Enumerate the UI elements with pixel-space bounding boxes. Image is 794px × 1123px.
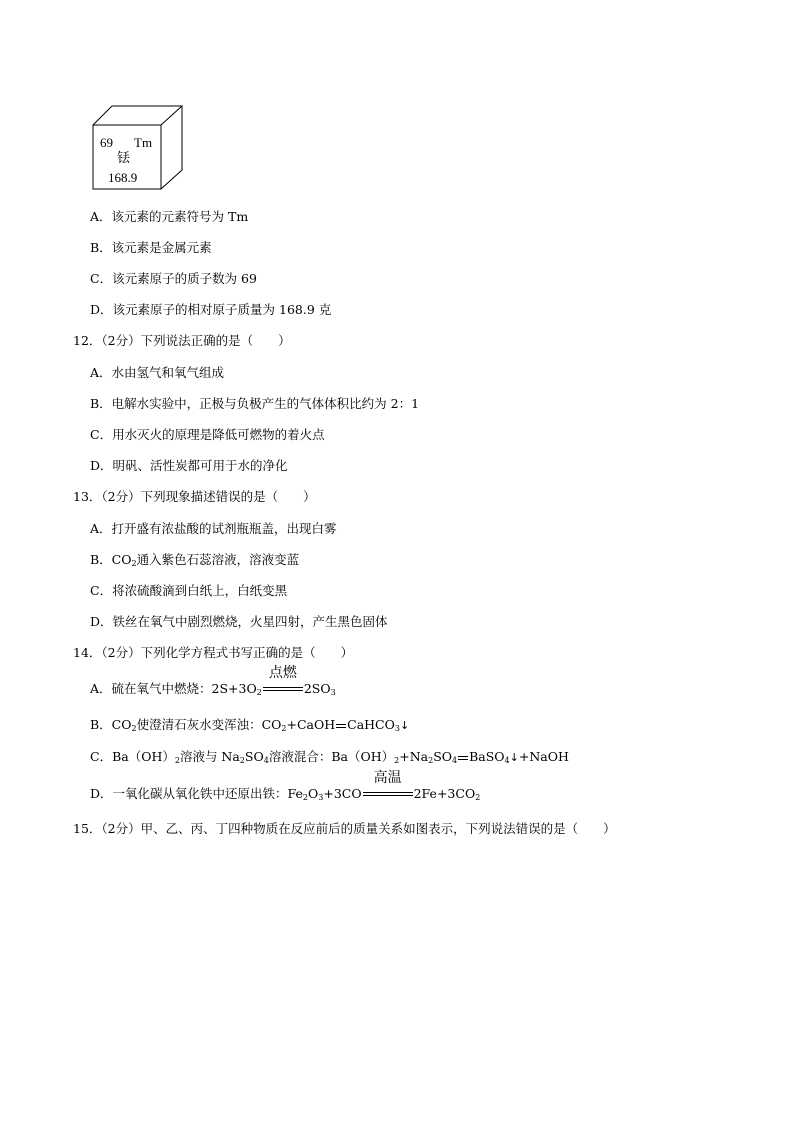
q14-a-condition-arrow	[263, 665, 303, 697]
q12-option-c: C．用水灭火的原理是降低可燃物的着火点	[90, 427, 325, 442]
q14-c-part8: +NaOH	[518, 749, 569, 764]
element-card	[92, 105, 184, 191]
q14-option-b	[90, 717, 409, 734]
q14-c-part2-sub: 2	[239, 756, 245, 765]
q14-c-part3-sub: 4	[263, 756, 269, 765]
q13-option-c: C．将浓硫酸滴到白纸上，白纸变黑	[90, 583, 288, 598]
q14-c-part3: SO	[244, 749, 264, 764]
q14-a-lhs-sub: 2	[256, 688, 262, 697]
q14-option-d	[90, 770, 481, 802]
precipitate-arrow-icon: ↓	[509, 751, 519, 764]
q14-option-a	[90, 665, 336, 697]
q12-option-d: D．明矾、活性炭都可用于水的净化	[90, 458, 288, 473]
q14-a-lhs: 2S+3O	[211, 681, 257, 696]
q15-stem: 15．（2分）甲、乙、丙、丁四种物质在反应前后的质量关系如图表示，下列说法错误的是（ ）	[73, 821, 616, 836]
q14-c-part5: +Na	[399, 749, 429, 764]
q11-option-a: A．该元素的元素符号为 Tm	[90, 209, 249, 224]
q12-option-a: A．水由氢气和氧气组成	[90, 365, 225, 380]
element-symbol: Tm	[134, 135, 153, 150]
q14-a-rhs-sub: 3	[330, 688, 336, 697]
q13-stem: 13．（2分）下列现象描述错误的是（ ）	[73, 489, 316, 504]
q13-option-b-rest: 通入紫色石蕊溶液，溶液变蓝	[136, 552, 300, 567]
precipitate-arrow-icon: ↓	[399, 719, 410, 732]
q14-c-part5-sub: 2	[428, 756, 434, 765]
q11-option-b: B．该元素是金属元素	[90, 240, 212, 255]
q11-option-c: C．该元素原子的质子数为 69	[90, 271, 257, 286]
q14-a-label: A．硫在氧气中燃烧：	[90, 681, 212, 696]
q14-d-condition-arrow	[363, 770, 413, 802]
q14-d-lhs1-sub: 2	[302, 793, 309, 802]
q14-d-label: D．一氧化碳从氧化铁中还原出铁：	[90, 786, 288, 801]
q14-d-rhs1: 2Fe+3CO	[413, 786, 476, 801]
q13-option-a: A．打开盛有浓盐酸的试剂瓶瓶盖，出现白雾	[90, 521, 337, 536]
q13-option-b-prefix: B．CO	[90, 552, 132, 567]
element-name: 铥	[117, 151, 131, 166]
q14-c-part4-sub: 2	[394, 756, 400, 765]
q14-c-part1: C．Ba（OH）	[90, 749, 175, 764]
q14-b-rhs: CaHCO	[347, 717, 395, 732]
q14-c-part1-sub: 2	[174, 756, 180, 765]
q14-option-c	[90, 749, 569, 766]
element-atomic-mass: 168.9	[108, 170, 138, 185]
q14-d-lhs2-sub: 3	[318, 793, 324, 802]
q14-c-part6: SO	[433, 749, 452, 764]
q14-c-part2: 溶液与 Na	[179, 749, 240, 764]
element-atomic-number: 69	[100, 135, 113, 150]
q14-c-equals-sign	[458, 756, 468, 760]
q14-d-rhs1-sub: 2	[475, 793, 481, 802]
q14-b-equals-sign	[336, 724, 346, 728]
q12-stem: 12．（2分）下列说法正确的是（ ）	[73, 333, 291, 348]
q14-c-part6-sub: 4	[452, 756, 458, 765]
q14-a-rhs: 2SO	[303, 681, 331, 696]
q14-b-label1-sub: 2	[131, 724, 137, 733]
q14-stem: 14．（2分）下列化学方程式书写正确的是（ ）	[73, 645, 354, 660]
q14-a-equals-bar	[263, 687, 303, 691]
q14-c-part7: BaSO	[469, 749, 505, 764]
q14-b-label1: B．CO	[90, 717, 132, 732]
q14-b-lhs-rest: +CaOH	[286, 717, 336, 732]
q14-d-condition: 高温	[373, 770, 402, 786]
q14-c-part7-sub: 4	[504, 756, 510, 765]
q14-d-lhs1: Fe	[287, 786, 303, 801]
q14-c-part4: 溶液混合：Ba（OH）	[268, 749, 395, 764]
q14-d-equals-bar	[363, 792, 413, 796]
q13-option-b	[90, 552, 299, 568]
q14-d-lhs3: +3CO	[323, 786, 362, 801]
q12-option-b: B．电解水实验中，正极与负极产生的气体体积比约为 2：1	[90, 396, 420, 411]
q14-d-lhs2: O	[308, 786, 319, 801]
q11-option-d: D．该元素原子的相对原子质量为 168.9 克	[90, 302, 332, 317]
q14-b-label2-sub: 2	[281, 724, 287, 733]
q14-b-rhs-sub: 3	[394, 724, 400, 733]
q14-a-condition: 点燃	[268, 665, 297, 681]
q13-option-d: D．铁丝在氧气中剧烈燃烧，火星四射，产生黑色固体	[90, 614, 388, 629]
q13-option-b-sub: 2	[131, 559, 137, 568]
q14-b-label2: 使澄清石灰水变浑浊：CO	[136, 717, 282, 732]
